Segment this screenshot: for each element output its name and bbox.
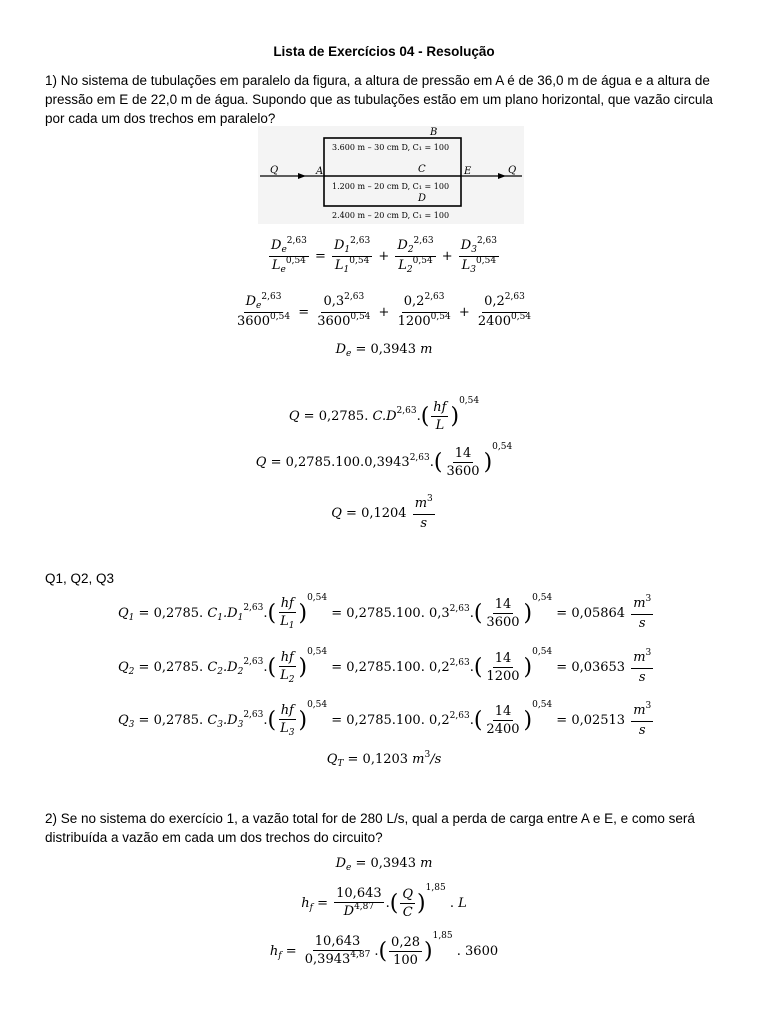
question-1-text: 1) No sistema de tubulações em paralelo da figura, a altura de pressão em A é de 36,0 m de água e a altura de pressão em E de 22,0 m de água. Supondo que as tubulações estão em um plano horizontal, que vazão circula por cada um dos trechos em paralelo?: [45, 73, 713, 126]
flow-result: Q = 0,1204 $\frac{m^3}{s}$: [331, 494, 433, 531]
equivalent-diameter-result: $D_e$ = 0,3943 m: [335, 342, 433, 359]
head-loss-substitution: $h_f$ = $\frac{10,643}{0,3943^{4,87}}$ . ( $\frac{0,28}{100}$ ) 1,85 . 3600: [269, 930, 499, 968]
node-e-label: E: [464, 166, 472, 177]
flow-in-label: Q: [270, 165, 279, 176]
q2-equation: $Q_2$ = 0,2785. $C_2.D_2$ 2,63 . ( $\frac{hf}{L_2}$ ) 0,54 = 0,2785.100. 0,2$^{2,63}$. ( $\frac{14}{1200}$ ) 0,54 = 0,03653 $\frac{m^3}{s}$: [118, 646, 652, 685]
node-b-label: B: [430, 127, 438, 138]
node-a-label: A: [316, 166, 324, 177]
q2-equivalent-diameter: $D_e$ = 0,3943 m: [335, 856, 433, 873]
flow-substitution: Q = $0,2785.100.0,3943^{2,63}$. ( $\frac{14}{3600}$ ) 0,54: [255, 441, 513, 479]
head-loss-formula: $h_f$ = $\frac{10,643}{D^{4,87}}$ . ( $\frac{Q}{C}$ ) 1,85 . L: [301, 882, 467, 920]
q3-equation: $Q_3$ = 0,2785. $C_3.D_3$ 2,63 . ( $\frac{hf}{L_3}$ ) 0,54 = 0,2785.100. 0,2$^{2,63}$. ( $\frac{14}{2400}$ ) 0,54 = 0,02513 $\frac{m^3}{s}$: [118, 699, 652, 738]
pipe-network-figure: [258, 126, 524, 224]
page-title: Lista de Exercícios 04 - Resolução: [273, 44, 495, 59]
equivalent-diameter-substitution: $\frac{D_e^{2,63}}{3600^{0,54}}$ = $\frac{0,3^{2,63}}{3600^{0,54}}$ + $\frac{0,2^{2,63}}{1200^{0,54}}$ + $\frac{0,2^{2,63}}{2400^{0,54}}$: [236, 292, 532, 329]
pipe-3-label: 2.400 m – 20 cm D, C₁ = 100: [332, 211, 450, 220]
node-c-label: C: [418, 164, 426, 175]
flow-out-label: Q: [508, 165, 517, 176]
equivalent-diameter-formula: $\frac{D_e^{2,63}}{L_e^{0,54}}$ = $\frac{D_1^{2,63}}{L_1^{0,54}}$ + $\frac{D_2^{2,63}}{L_2^{0,54}}$ + $\frac{D_3^{2,63}}{L_3^{0,54}}$: [271, 236, 497, 275]
node-d-label: D: [418, 193, 427, 204]
pipe-1-label: 3.600 m – 30 cm D, C₁ = 100: [332, 143, 450, 152]
total-flow-result: $Q_T$ = 0,1203 $m^3/s$: [326, 750, 442, 769]
q1-equation: $Q_1$ = 0,2785. $C_1.D_1$ 2,63 . ( $\frac{hf}{L_1}$ ) 0,54 = 0,2785.100. 0,3$^{2,63}$. ( $\frac{14}{3600}$ ) 0,54 = 0,05864 $\frac{m^3}{s}$: [118, 592, 652, 631]
pipe-2-label: 1.200 m – 20 cm D, C₁ = 100: [332, 182, 450, 191]
section-label-flows: Q1, Q2, Q3: [45, 571, 115, 586]
flow-formula: Q = 0,2785. C.D 2,63 . ( $\frac{hf}{L}$ ) 0,54: [288, 395, 480, 433]
question-2-text: 2) Se no sistema do exercício 1, a vazão total for de 280 L/s, qual a perda de carga entre A e E, e como será distribuída a vazão em cada um dos trechos do circuito?: [45, 811, 695, 845]
